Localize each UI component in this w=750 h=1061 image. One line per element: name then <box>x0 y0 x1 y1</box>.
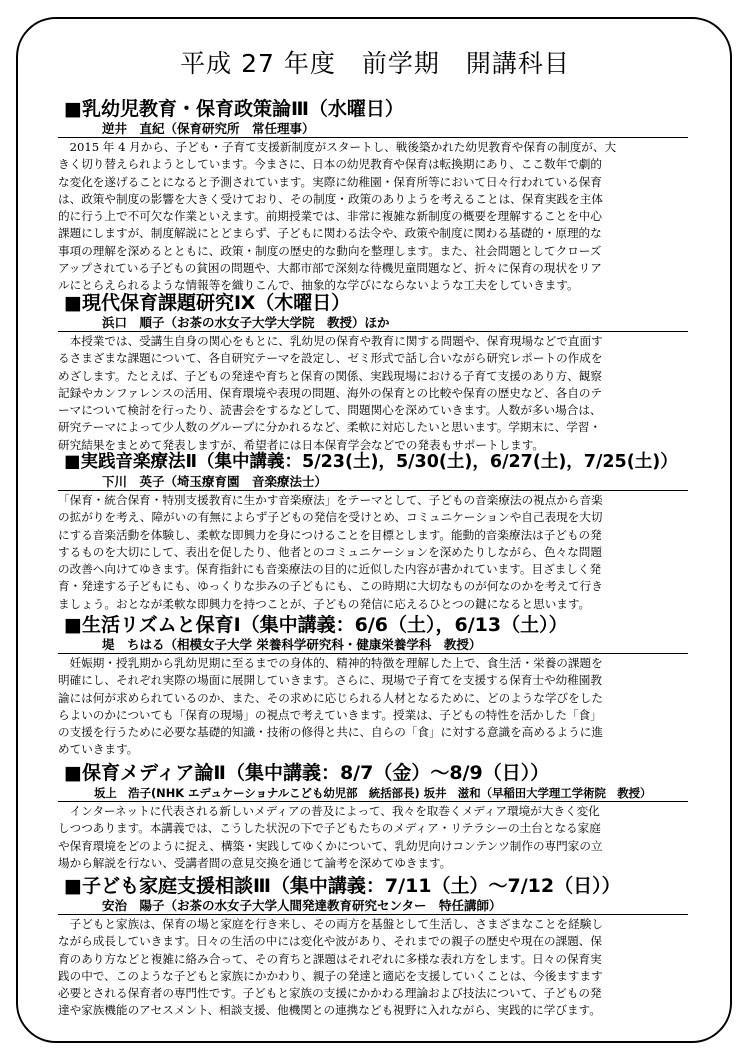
course-lecturer: 下川 英子（埼玉療育園 音楽療法士） <box>102 474 328 489</box>
description-line: 記録やカンファレンスの活用、保育環境や表現の問題、海外の保育との比較や保育の歴史など、各自のテ <box>58 385 603 400</box>
course-section <box>58 291 688 454</box>
description-line: 践の中で、このような子どもと家族にかかわり、親子の発達と適応を支援していくことは、今後ますます <box>58 968 603 983</box>
description-line: めていきます。 <box>58 742 139 757</box>
description-line: しつつあります。本講義では、こうした状況の下で子どもたちのメディア・リテラシーの土台となる家庭 <box>58 821 601 836</box>
description-line: インターネットに代表される新しいメディアの普及によって、我々を取巻くメディア環境が大きく変化 <box>58 804 600 818</box>
description-line: ーマについて検討を行ったり、読書会をするなどして、問題関心を深めていきます。人数が多い場合は、 <box>58 403 602 418</box>
description-line: 必要とされる保育者の専門性です。子どもと家族の支援にかかわる理論および技法について、子どもの発 <box>58 986 602 1001</box>
course-section <box>58 613 688 759</box>
description-line: きく切り替えられようとしています。今まさに、日本の幼児教育や保育は転換期にあり、ここ数年で劇的 <box>58 157 602 172</box>
course-heading: ■乳幼児教育・保育政策論Ⅲ（水曜日） <box>64 98 404 120</box>
description-line: 課題にしますが、制度解説にとどまらず、子どもに関わる法令や、政策や制度に関わる基礎的・原理的な <box>58 226 602 241</box>
description-line: るさまざまな課題について、各自研究テーマを設定し、ゼミ形式で話し合いながら研究レポートの作成を <box>58 351 603 366</box>
course-heading: ■現代保育課題研究Ⅸ（木曜日） <box>64 292 351 314</box>
course-lecturer: 堤 ちはる（相模女子大学 栄養科学研究科・健康栄養学科 教授） <box>102 637 482 652</box>
description-line: 的に行う上で不可欠な作業といえます。前期授業では、非常に複雑な新制度の概要を理解することを中心 <box>58 209 602 224</box>
course-description <box>58 490 688 613</box>
page-title: 平成 27 年度 前学期 開講科目 <box>180 49 570 78</box>
course-description <box>58 137 688 295</box>
course-description <box>58 914 688 1020</box>
course-heading: ■実践音楽療法Ⅱ（集中講義：5/23(土)，5/30(土)，6/27(土)，7/25(土)） <box>64 452 678 472</box>
description-line: アップされている子どもの貧困の問題や、大都市部で深刻な待機児童問題など、折々に保育の現状をリア <box>58 261 602 276</box>
description-line: ながら成長していきます。日々の生活の中には変化や波があり、それまでの親子の歴史や現在の課題、保 <box>58 934 602 949</box>
course-lecturer: 坂上 浩子(NHK エデュケーショナルこども幼児部 統括部長) 坂井 滋和（早稲田大学理工学術院 教授） <box>94 786 652 800</box>
course-description <box>58 653 688 759</box>
description-line: らよいのかについても「保育の現場」の視点で考えていきます。授業は、子どもの特性を活かした「食」 <box>58 707 602 722</box>
description-line: 諭には何が求められているのか、また、その求めに応じられる人材となるために、どのような学びをした <box>58 690 603 705</box>
course-heading: ■子ども家庭支援相談Ⅲ（集中講義：7/11（土）～7/12（日）） <box>64 875 621 897</box>
description-line: 達や家族機能のアセスメント、相談支援、他機関との連携なども視野に入れながら、実践的に学びます。 <box>58 1003 601 1018</box>
description-line: の拡がりを考え、障がいの有無によらず子どもの発信を受けとめ、コミュニケーションや自己表現を大切 <box>58 510 603 525</box>
description-line: や保育環境をどのように捉え、構築・実践してゆくかについて、乳幼児向けコンテンツ制作の専門家の立 <box>58 838 603 853</box>
description-line: めざします。たとえば、子どもの発達や育ちと保育の関係、実践現場における子育て支援のあり方、観察 <box>58 368 602 383</box>
description-line: は、政策や制度の影響を大きく受けており、その制度・政策のありようを考えることは、保育実践を主体 <box>58 191 603 206</box>
description-line: な変化を遂げることになると予測されています。実際に幼稚園・保育所等において日々行われている保育 <box>58 174 602 189</box>
description-line: 育・発達する子どもにも、ゆっくりな歩みの子どもにも、この時期に大切なものが何なのかを考えて行き <box>58 579 603 594</box>
course-section <box>58 450 688 613</box>
course-description <box>58 801 688 872</box>
course-heading: ■保育メディア論Ⅱ（集中講義：8/7（金）～8/9（日）） <box>64 762 550 784</box>
description-line: するものを大切にして、表出を促したり、他者とのコミュニケーションを深めたりしながら、色々な問題 <box>58 544 602 559</box>
course-section <box>58 97 688 295</box>
course-section <box>58 874 688 1020</box>
course-lecturer: 逆井 直紀（保育研究所 常任理事） <box>102 121 315 136</box>
description-line: ましょう。おとなが柔軟な即興力を持つことが、子どもの発信に応えるひとつの鍵になると思います。 <box>58 596 591 611</box>
description-line: ルにとらえられるような情報等を織りこんで、抽象的な学びにならないような工夫をしていきます。 <box>58 278 579 293</box>
description-line: 2015 年 4 月から、子ども・子育て支援新制度がスタートし、戦後築かれた幼児教育や保育の制度が、大 <box>58 140 617 154</box>
description-line: 研究結果をまとめて発表しますが、希望者には日本保育学会などでの発表もサポートします。 <box>58 437 545 452</box>
course-heading: ■生活リズムと保育Ⅰ（集中講義：6/6（土），6/13（土）） <box>64 614 568 636</box>
description-line: 場から解説を行ない、受講者間の意見交換を通じて論考を深めてゆきます。 <box>58 855 452 870</box>
description-line: 育のあり方などと複雑に絡み合って、その育ちと課題はそれぞれに多様な表れ方をします。日々の保育実 <box>58 951 602 966</box>
course-lecturer: 安治 陽子（お茶の水女子大学人間発達教育研究センター 特任講師） <box>102 898 502 913</box>
description-line: 子どもと家族は、保育の場と家庭を行き来し、その両方を基盤として生活し、さまざまなことを経験し <box>58 917 603 931</box>
course-description <box>58 331 688 454</box>
description-line: 研究テーマによって少人数のグループに分かれるなど、柔軟に対応したいと思います。学期末に、学習・ <box>58 420 602 435</box>
description-line: にする音楽活動を体験し、柔軟な即興力を身につけることを目標とします。能動的音楽療法は子どもの発 <box>58 527 602 542</box>
course-section <box>58 761 688 872</box>
description-line: の改善へ向けてゆきます。保育指針にも音楽療法の目的に近似した内容が書かれています。目ざましく発 <box>58 562 602 577</box>
description-line: 事項の理解を深めるとともに、政策・制度の歴史的な動向を整理します。また、社会問題としてクローズ <box>58 243 602 258</box>
description-line: の支援を行うために必要な基礎的知識・技術の修得と共に、自らの「食」に対する意識を高めるように進 <box>58 725 603 740</box>
description-line: 本授業では、受講生自身の関心をもとに、乳幼児の保育や教育に関する問題や、保育現場などで直面す <box>58 334 603 348</box>
description-line: 妊娠期・授乳期から乳幼児期に至るまでの身体的、精神的特徴を理解した上で、食生活・栄養の課題を <box>58 656 603 670</box>
course-lecturer: 浜口 順子（お茶の水女子大学大学院 教授）ほか <box>102 315 390 330</box>
description-line: 「保育・統合保育・特別支援教育に生かす音楽療法」をテーマとして、子どもの音楽療法の視点から音楽 <box>58 493 603 507</box>
description-line: 明確にし、それぞれ実際の場面に展開していきます。さらに、現場で子育てを支援する保育士や幼稚園教 <box>58 673 602 688</box>
